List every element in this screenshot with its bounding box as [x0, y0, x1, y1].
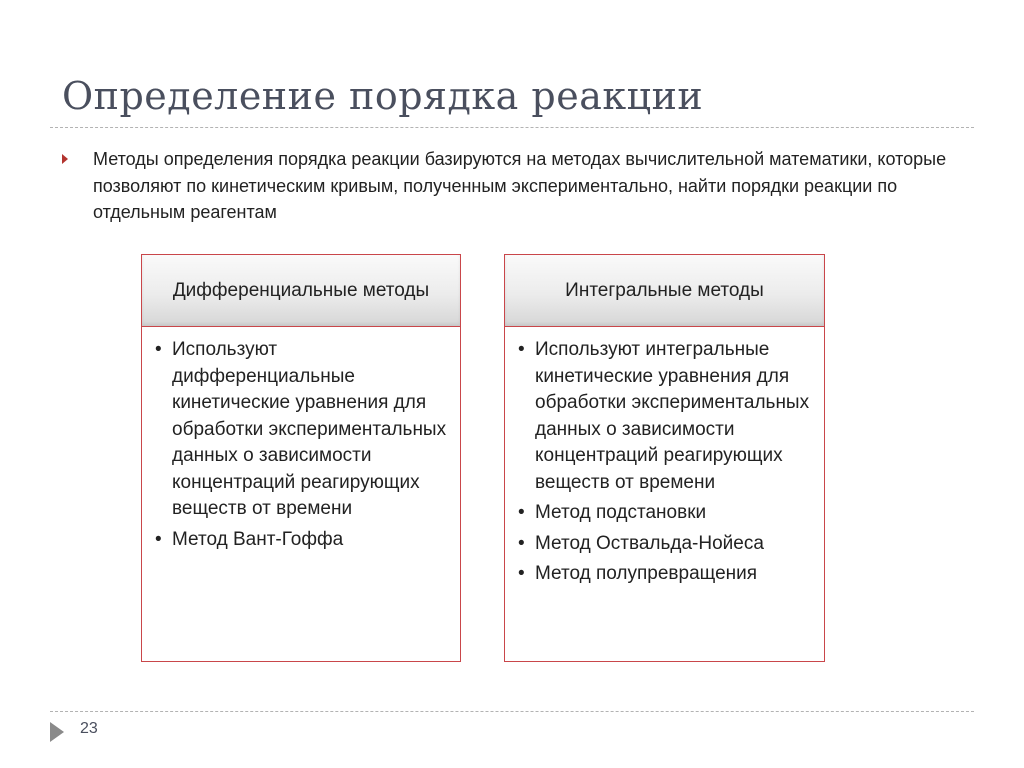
footer-divider — [50, 711, 974, 712]
integral-methods-box — [504, 254, 825, 662]
bullet-arrow-icon — [62, 154, 68, 164]
page-number: 23 — [80, 720, 98, 737]
list-item: • Используют дифференциальные кинетические уравнения для обработки экспериментальных данных о зависимости концентраций реагирующих веществ от времени — [152, 337, 448, 523]
list-item: • Метод Оствальда-Нойеса — [515, 531, 812, 558]
intro-text: Методы определения порядка реакции базируются на методах вычислительной математики, которые позволяют по кинетическим кривым, полученным экспериментально, найти порядки реакции по отдельным реагентам — [93, 149, 947, 222]
box-heading: Интегральные методы — [505, 255, 824, 327]
list-item: • Метод Вант-Гоффа — [152, 527, 448, 554]
list-item: • Метод подстановки — [515, 500, 812, 527]
box-body — [505, 327, 824, 588]
box-body — [142, 327, 460, 553]
box-heading: Дифференциальные методы — [142, 255, 460, 327]
method-list — [515, 337, 812, 588]
list-item: • Используют интегральные кинетические уравнения для обработки экспериментальных данных о зависимости концентраций реагирующих веществ от времени — [515, 337, 812, 496]
triangle-right-icon — [50, 722, 64, 742]
title-divider — [50, 127, 974, 128]
differential-methods-box — [141, 254, 461, 662]
slide-title: Определение порядка реакции — [62, 74, 704, 118]
method-list — [152, 337, 448, 553]
list-item: • Метод полупревращения — [515, 561, 812, 588]
